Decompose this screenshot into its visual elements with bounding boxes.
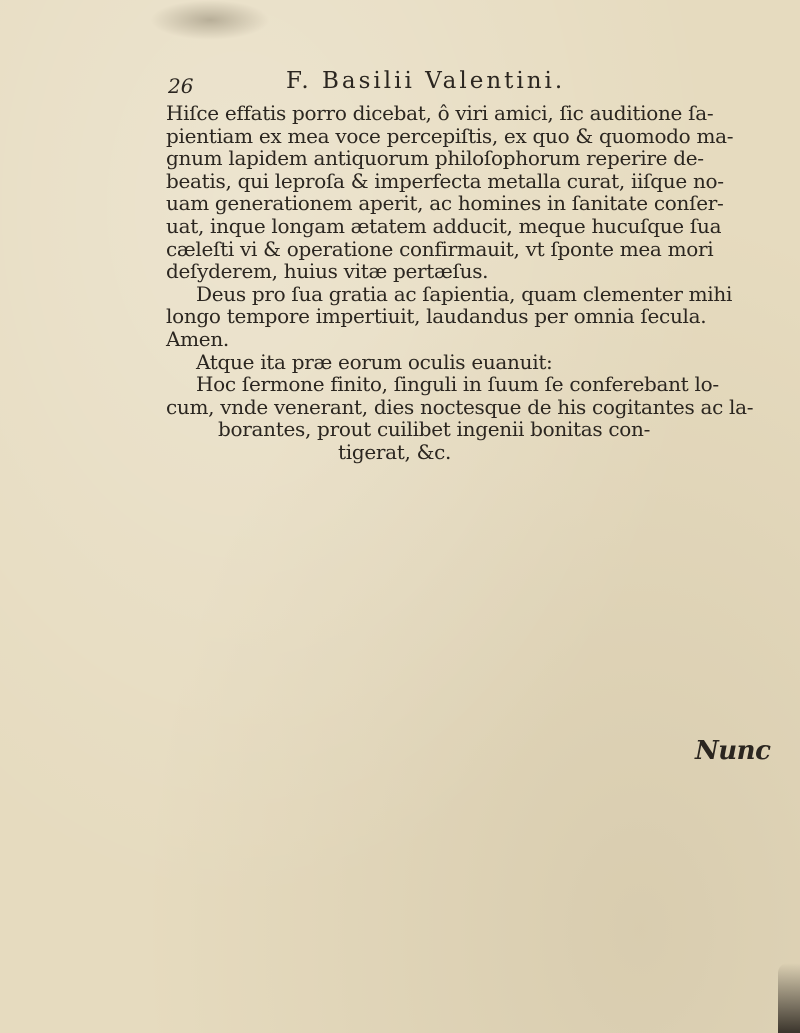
running-head: F. Basilii Valentini. xyxy=(286,68,566,94)
text-line: Deus pro ſua gratia ac ſapientia, quam clementer mihi xyxy=(196,281,733,306)
text-line: uam generationem aperit, ac homines in ſanitate conſer- xyxy=(166,191,724,216)
text-line: cum, vnde venerant, dies noctesque de his cogitantes ac la- xyxy=(166,394,754,419)
corner-mark xyxy=(778,963,800,1033)
body-text xyxy=(166,101,754,464)
text-line: longo tempore impertiuit, laudandus per omnia ſecula. xyxy=(166,304,707,329)
text-line: Atque ita præ eorum oculis euanuit: xyxy=(196,349,553,374)
text-line: beatis, qui leproſa & imperfecta metalla curat, iiſque no- xyxy=(166,168,724,193)
text-line: Hiſce effatis porro dicebat, ô viri amici, ſic auditione ſa- xyxy=(166,101,714,125)
text-line: Hoc ſermone finito, ſinguli in ſuum ſe conferebant lo- xyxy=(196,372,719,397)
text-line: gnum lapidem antiquorum philoſophorum reperire de- xyxy=(166,146,704,171)
page-number: 26 xyxy=(168,74,194,98)
text-line: Amen. xyxy=(166,326,229,351)
paper-stain xyxy=(150,0,270,40)
text-line: pientiam ex mea voce percepiſtis, ex quo & quomodo ma- xyxy=(166,123,734,148)
text-line: borantes, prout cuilibet ingenii bonitas con- xyxy=(218,417,651,442)
text-line: tigerat, &c. xyxy=(338,439,452,464)
text-line: uat, inque longam ætatem adducit, meque hucuſque ſua xyxy=(166,213,722,238)
catchword: Nunc xyxy=(695,736,771,766)
text-line: deſyderem, huius vitæ pertæſus. xyxy=(166,259,489,284)
text-line: cæleſti vi & operatione confirmauit, vt ſponte mea mori xyxy=(166,236,714,261)
page-header xyxy=(168,68,688,102)
